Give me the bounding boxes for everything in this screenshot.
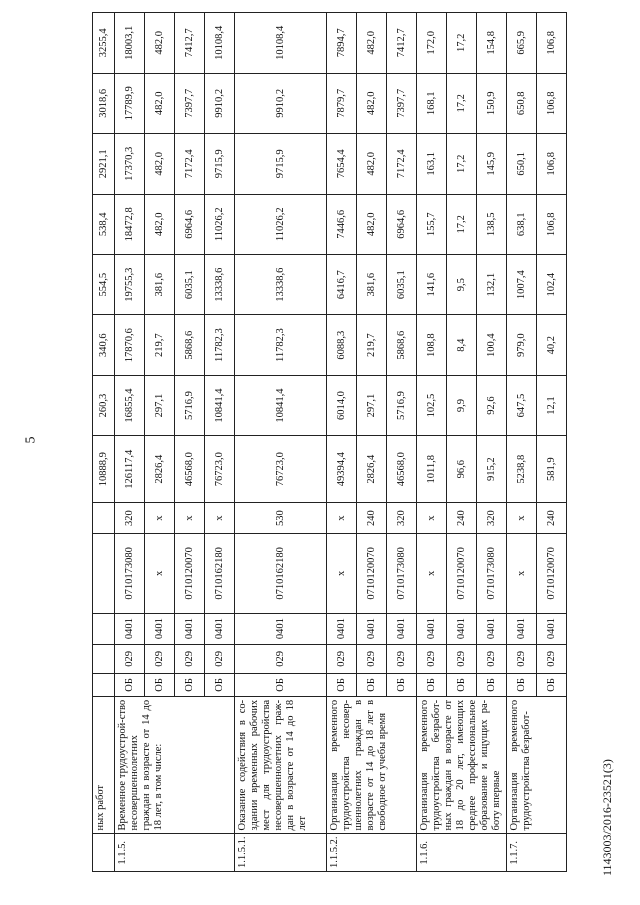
value-cell: 108,8 — [417, 315, 447, 375]
grbs-cell: 029 — [357, 644, 387, 673]
target-article-cell: 0710173080 — [115, 534, 145, 613]
value-cell: 17,2 — [447, 134, 477, 194]
value-cell: 7654,4 — [327, 134, 357, 194]
value-cell: 2921,1 — [93, 134, 115, 194]
value-cell: 6035,1 — [175, 254, 205, 314]
row-name-cell: Оказание содействия в со-здании временных рабочих мест для трудоустройства несовершеннолетних граж-дан в возрасте от 14 до 18 лет — [235, 696, 327, 834]
budget-code-cell: ОБ — [357, 673, 387, 696]
value-cell: 381,6 — [357, 254, 387, 314]
value-cell: 6964,6 — [387, 194, 417, 254]
value-cell: 13338,6 — [205, 254, 235, 314]
value-cell: 482,0 — [145, 73, 175, 133]
budget-code-cell: ОБ — [387, 673, 417, 696]
page-number: 5 — [23, 436, 39, 444]
row-name-cell: Временное трудоустрой-ство несовершеннолетних граждан в возрасте от 14 до 18 лет, в том числе: — [115, 696, 235, 834]
value-cell: 17,2 — [447, 13, 477, 74]
section-cell: 0401 — [387, 613, 417, 644]
grbs-cell: 029 — [145, 644, 175, 673]
value-cell: 915,2 — [477, 436, 507, 503]
value-cell: 219,7 — [145, 315, 175, 375]
budget-code-cell: ОБ — [145, 673, 175, 696]
empty-cell — [93, 673, 115, 696]
row-num-cell — [93, 834, 115, 872]
budget-code-cell: ОБ — [175, 673, 205, 696]
section-cell: 0401 — [327, 613, 357, 644]
row-number-cell: 1.1.6. — [417, 834, 507, 872]
value-cell: 5716,9 — [387, 375, 417, 435]
row-name-cell: Организация временного трудоустройства несовер-шеннолетних граждан в возрасте от 14 до 18 лет в свободное от учебы время — [327, 696, 417, 834]
value-cell: 482,0 — [145, 13, 175, 74]
value-cell: 19755,3 — [115, 254, 145, 314]
value-cell: 18003,1 — [115, 13, 145, 74]
data-table — [92, 12, 567, 872]
budget-code-cell: ОБ — [115, 673, 145, 696]
target-article-cell: 0710120070 — [357, 534, 387, 613]
value-cell: 106,8 — [537, 194, 567, 254]
value-cell: 6416,7 — [327, 254, 357, 314]
target-article-cell: 0710162180 — [205, 534, 235, 613]
empty-cell — [93, 613, 115, 644]
grbs-cell: 029 — [175, 644, 205, 673]
grbs-cell: 029 — [205, 644, 235, 673]
value-cell: 132,1 — [477, 254, 507, 314]
value-cell: 17,2 — [447, 73, 477, 133]
value-cell: 17370,3 — [115, 134, 145, 194]
section-cell: 0401 — [115, 613, 145, 644]
value-cell: 3018,6 — [93, 73, 115, 133]
expense-type-cell: x — [175, 503, 205, 534]
budget-code-cell: ОБ — [537, 673, 567, 696]
value-cell: 49394,4 — [327, 436, 357, 503]
target-article-cell: 0710173080 — [387, 534, 417, 613]
value-cell: 76723,0 — [205, 436, 235, 503]
value-cell: 1007,4 — [507, 254, 537, 314]
value-cell: 647,5 — [507, 375, 537, 435]
budget-code-cell: ОБ — [205, 673, 235, 696]
value-cell: 3255,4 — [93, 13, 115, 74]
value-cell: 554,5 — [93, 254, 115, 314]
table-row — [507, 13, 537, 872]
value-cell: 482,0 — [357, 194, 387, 254]
row-number-cell: 1.1.7. — [507, 834, 567, 872]
value-cell: 11026,2 — [235, 194, 327, 254]
grbs-cell: 029 — [447, 644, 477, 673]
value-cell: 9715,9 — [205, 134, 235, 194]
value-cell: 13338,6 — [235, 254, 327, 314]
table-row — [93, 13, 115, 872]
value-cell: 155,7 — [417, 194, 447, 254]
expense-type-cell: 320 — [387, 503, 417, 534]
grbs-cell: 029 — [327, 644, 357, 673]
document-id: 1143003/2016-23521(3) — [600, 759, 614, 876]
grbs-cell: 029 — [477, 644, 507, 673]
target-article-cell: 0710162180 — [235, 534, 327, 613]
value-cell: 76723,0 — [235, 436, 327, 503]
value-cell: 5868,6 — [175, 315, 205, 375]
section-cell: 0401 — [145, 613, 175, 644]
value-cell: 106,8 — [537, 13, 567, 74]
value-cell: 17,2 — [447, 194, 477, 254]
expense-type-cell: 240 — [447, 503, 477, 534]
value-cell: 7412,7 — [175, 13, 205, 74]
expense-type-cell: x — [417, 503, 447, 534]
value-cell: 102,5 — [417, 375, 447, 435]
value-cell: 8,4 — [447, 315, 477, 375]
value-cell: 17870,6 — [115, 315, 145, 375]
value-cell: 141,6 — [417, 254, 447, 314]
target-article-cell: 0710173080 — [477, 534, 507, 613]
value-cell: 40,2 — [537, 315, 567, 375]
value-cell: 260,3 — [93, 375, 115, 435]
value-cell: 482,0 — [357, 13, 387, 74]
grbs-cell: 029 — [537, 644, 567, 673]
table-row — [115, 13, 145, 872]
value-cell: 7446,6 — [327, 194, 357, 254]
value-cell: 150,9 — [477, 73, 507, 133]
value-cell: 482,0 — [357, 134, 387, 194]
value-cell: 10108,4 — [235, 13, 327, 74]
value-cell: 650,8 — [507, 73, 537, 133]
section-cell: 0401 — [477, 613, 507, 644]
section-cell: 0401 — [175, 613, 205, 644]
value-cell: 145,9 — [477, 134, 507, 194]
value-cell: 9910,2 — [235, 73, 327, 133]
value-cell: 5238,8 — [507, 436, 537, 503]
value-cell: 6035,1 — [387, 254, 417, 314]
row-number-cell: 1.1.5.2. — [327, 834, 417, 872]
value-cell: 10108,4 — [205, 13, 235, 74]
value-cell: 219,7 — [357, 315, 387, 375]
section-cell: 0401 — [507, 613, 537, 644]
expense-type-cell: 240 — [537, 503, 567, 534]
value-cell: 154,8 — [477, 13, 507, 74]
value-cell: 2826,4 — [145, 436, 175, 503]
value-cell: 5868,6 — [387, 315, 417, 375]
budget-code-cell: ОБ — [477, 673, 507, 696]
value-cell: 11782,3 — [205, 315, 235, 375]
expense-type-cell: 320 — [115, 503, 145, 534]
value-cell: 11782,3 — [235, 315, 327, 375]
target-article-cell: 0710120070 — [537, 534, 567, 613]
value-cell: 46568,0 — [387, 436, 417, 503]
value-cell: 106,8 — [537, 73, 567, 133]
value-cell: 5716,9 — [175, 375, 205, 435]
value-cell: 12,1 — [537, 375, 567, 435]
value-cell: 7879,7 — [327, 73, 357, 133]
section-cell: 0401 — [235, 613, 327, 644]
value-cell: 138,5 — [477, 194, 507, 254]
value-cell: 6088,3 — [327, 315, 357, 375]
value-cell: 100,4 — [477, 315, 507, 375]
value-cell: 6014,0 — [327, 375, 357, 435]
section-cell: 0401 — [417, 613, 447, 644]
value-cell: 102,4 — [537, 254, 567, 314]
section-cell: 0401 — [205, 613, 235, 644]
value-cell: 1011,8 — [417, 436, 447, 503]
grbs-cell: 029 — [235, 644, 327, 673]
value-cell: 10841,4 — [235, 375, 327, 435]
value-cell: 16855,4 — [115, 375, 145, 435]
row-name-cell: Организация временного трудоустройства безработ-ных граждан в возрасте от 18 до 20 лет, имеющих среднее профессиональное образование и ищущих ра-боту впервые — [417, 696, 507, 834]
expense-type-cell: 530 — [235, 503, 327, 534]
value-cell: 126117,4 — [115, 436, 145, 503]
expense-type-cell: x — [327, 503, 357, 534]
value-cell: 168,1 — [417, 73, 447, 133]
expense-type-cell: x — [205, 503, 235, 534]
grbs-cell: 029 — [115, 644, 145, 673]
row-name-cell: Организация временного трудоустройства безработ- — [507, 696, 567, 834]
grbs-cell: 029 — [387, 644, 417, 673]
value-cell: 9910,2 — [205, 73, 235, 133]
budget-code-cell: ОБ — [447, 673, 477, 696]
value-cell: 482,0 — [145, 134, 175, 194]
target-article-cell: x — [145, 534, 175, 613]
target-article-cell: 0710120070 — [175, 534, 205, 613]
value-cell: 482,0 — [145, 194, 175, 254]
value-cell: 581,9 — [537, 436, 567, 503]
value-cell: 106,8 — [537, 134, 567, 194]
value-cell: 381,6 — [145, 254, 175, 314]
value-cell: 7172,4 — [175, 134, 205, 194]
value-cell: 297,1 — [357, 375, 387, 435]
value-cell: 92,6 — [477, 375, 507, 435]
budget-code-cell: ОБ — [327, 673, 357, 696]
value-cell: 9,5 — [447, 254, 477, 314]
value-cell: 10841,4 — [205, 375, 235, 435]
value-cell: 96,6 — [447, 436, 477, 503]
grbs-cell: 029 — [417, 644, 447, 673]
section-cell: 0401 — [357, 613, 387, 644]
value-cell: 650,1 — [507, 134, 537, 194]
expense-type-cell: x — [507, 503, 537, 534]
value-cell: 7397,7 — [175, 73, 205, 133]
target-article-cell: x — [327, 534, 357, 613]
value-cell: 9715,9 — [235, 134, 327, 194]
value-cell: 2826,4 — [357, 436, 387, 503]
budget-code-cell: ОБ — [507, 673, 537, 696]
value-cell: 172,0 — [417, 13, 447, 74]
row-number-cell: 1.1.5.1. — [235, 834, 327, 872]
section-cell: 0401 — [537, 613, 567, 644]
expense-type-cell: 240 — [357, 503, 387, 534]
target-article-cell: x — [417, 534, 447, 613]
table-row — [235, 13, 327, 872]
value-cell: 7412,7 — [387, 13, 417, 74]
value-cell: 665,9 — [507, 13, 537, 74]
expense-type-cell: x — [145, 503, 175, 534]
value-cell: 10888,9 — [93, 436, 115, 503]
value-cell: 7397,7 — [387, 73, 417, 133]
value-cell: 9,9 — [447, 375, 477, 435]
value-cell: 979,0 — [507, 315, 537, 375]
empty-cell — [93, 534, 115, 613]
target-article-cell: x — [507, 534, 537, 613]
empty-cell — [93, 644, 115, 673]
value-cell: 6964,6 — [175, 194, 205, 254]
value-cell: 11026,2 — [205, 194, 235, 254]
value-cell: 46568,0 — [175, 436, 205, 503]
budget-code-cell: ОБ — [235, 673, 327, 696]
value-cell: 163,1 — [417, 134, 447, 194]
table-row — [327, 13, 357, 872]
value-cell: 7894,7 — [327, 13, 357, 74]
table-row — [417, 13, 447, 872]
target-article-cell: 0710120070 — [447, 534, 477, 613]
empty-cell — [93, 503, 115, 534]
expense-type-cell: 320 — [477, 503, 507, 534]
value-cell: 17789,9 — [115, 73, 145, 133]
grbs-cell: 029 — [507, 644, 537, 673]
budget-code-cell: ОБ — [417, 673, 447, 696]
value-cell: 538,4 — [93, 194, 115, 254]
value-cell: 18472,8 — [115, 194, 145, 254]
header-label-cell: ных работ — [93, 696, 115, 834]
section-cell: 0401 — [447, 613, 477, 644]
value-cell: 340,6 — [93, 315, 115, 375]
row-number-cell: 1.1.5. — [115, 834, 235, 872]
value-cell: 297,1 — [145, 375, 175, 435]
value-cell: 638,1 — [507, 194, 537, 254]
value-cell: 7172,4 — [387, 134, 417, 194]
rotated-table-region — [92, 12, 632, 872]
value-cell: 482,0 — [357, 73, 387, 133]
